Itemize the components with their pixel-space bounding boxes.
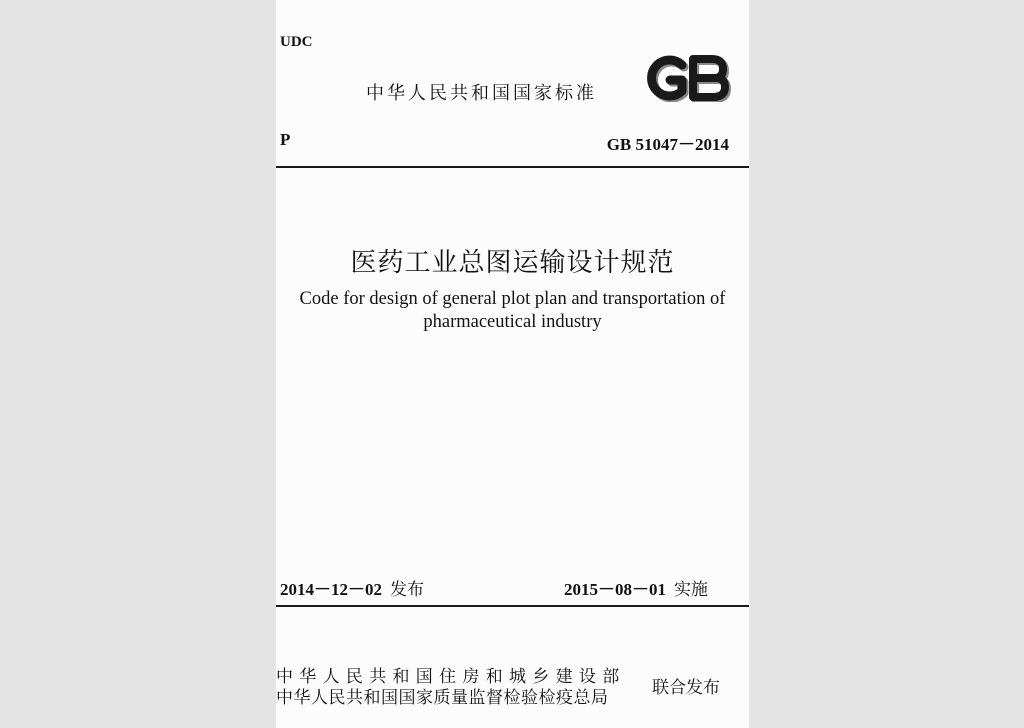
standard-code: GB 51047－2014 bbox=[606, 135, 729, 154]
title-english-line-2: pharmaceutical industry bbox=[423, 312, 602, 332]
standard-type: 中华人民共和国国家标准 bbox=[366, 83, 597, 104]
title-english bbox=[276, 288, 749, 334]
issuer-aqsiq: 中华人民共和国国家质量监督检验检疫总局 bbox=[276, 688, 609, 708]
title-english-line-1: Code for design of general plot plan and transportation of bbox=[299, 289, 726, 309]
gb-logo bbox=[637, 53, 731, 102]
issue-label: 发布 bbox=[390, 580, 424, 600]
issue-date: 2014－12－02 bbox=[280, 580, 382, 599]
effective-date: 2015－08－01 bbox=[564, 580, 666, 599]
cover-page bbox=[276, 0, 749, 728]
joint-issue-label: 联合发布 bbox=[652, 678, 720, 698]
bottom-rule bbox=[276, 605, 749, 607]
udc-label: UDC bbox=[280, 34, 313, 50]
effective-date-block bbox=[564, 575, 708, 600]
top-rule bbox=[276, 166, 749, 168]
category-code: P bbox=[280, 130, 291, 149]
title-chinese: 医药工业总图运输设计规范 bbox=[350, 248, 675, 278]
effective-label: 实施 bbox=[674, 580, 708, 600]
issuer-ministry-housing: 中华人民共和国住房和城乡建设部 bbox=[276, 667, 626, 687]
issue-date-block bbox=[280, 575, 424, 600]
